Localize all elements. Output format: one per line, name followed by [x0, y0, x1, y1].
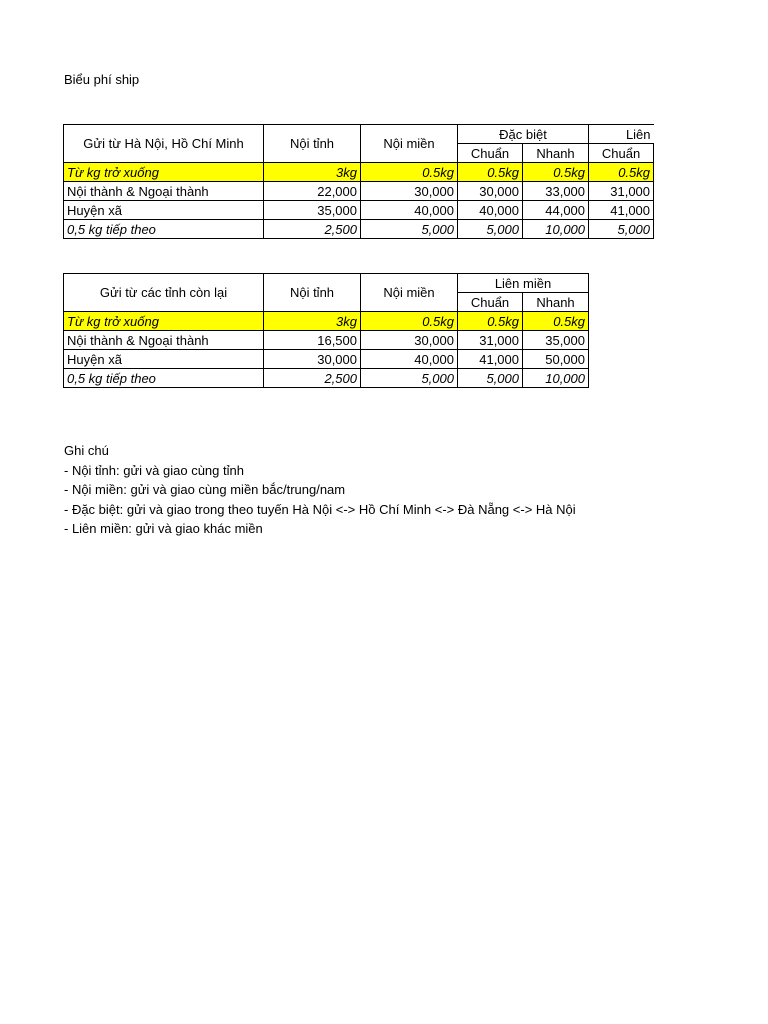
- table-cell: 50,000: [523, 350, 589, 369]
- row-label: Từ kg trở xuống: [64, 163, 264, 182]
- inter-region-group-header: Liên miền: [458, 274, 589, 293]
- row-label: Huyện xã: [64, 350, 264, 369]
- row-label: Từ kg trở xuống: [64, 312, 264, 331]
- special-standard-header: Chuẩn: [458, 144, 523, 163]
- table-cell: 5,000: [458, 369, 523, 388]
- table-cell: 30,000: [361, 182, 458, 201]
- note-line: - Liên miền: gửi và giao khác miền: [64, 521, 263, 536]
- inter-region-express-header: Nhanh: [523, 293, 589, 312]
- table-cell: 0.5kg: [361, 312, 458, 331]
- table-cell: 10,000: [523, 369, 589, 388]
- table-cell: 30,000: [458, 182, 523, 201]
- intra-province-header: Nội tỉnh: [264, 274, 361, 312]
- table-cell: 30,000: [264, 350, 361, 369]
- table-cell: 3kg: [264, 163, 361, 182]
- table-cell: 33,000: [523, 182, 589, 201]
- intra-region-header: Nội miền: [361, 274, 458, 312]
- table-row: [64, 220, 654, 239]
- shipping-fee-table-other-provinces: [63, 273, 589, 388]
- intra-region-header: Nội miền: [361, 125, 458, 163]
- notes-heading: Ghi chú: [64, 443, 109, 458]
- table-cell: 41,000: [589, 201, 654, 220]
- table-cell: 10,000: [523, 220, 589, 239]
- table-cell: 22,000: [264, 182, 361, 201]
- inter-region-group-header: Liên: [589, 125, 654, 144]
- note-line: - Nội tỉnh: gửi và giao cùng tỉnh: [64, 462, 244, 478]
- table-cell: 5,000: [361, 369, 458, 388]
- origin-header: Gửi từ Hà Nội, Hồ Chí Minh: [64, 125, 264, 163]
- table-cell: 2,500: [264, 369, 361, 388]
- table-cell: 5,000: [589, 220, 654, 239]
- special-group-header: Đặc biệt: [458, 125, 589, 144]
- table-cell: 40,000: [361, 201, 458, 220]
- table-cell: 40,000: [458, 201, 523, 220]
- table-cell: 0.5kg: [361, 163, 458, 182]
- table-cell: 40,000: [361, 350, 458, 369]
- table-cell: 0.5kg: [589, 163, 654, 182]
- row-label: 0,5 kg tiếp theo: [64, 369, 264, 388]
- row-label: 0,5 kg tiếp theo: [64, 220, 264, 239]
- table-cell: 5,000: [361, 220, 458, 239]
- table-row: [64, 312, 589, 331]
- table-cell: 31,000: [589, 182, 654, 201]
- note-line: - Nội miền: gửi và giao cùng miền bắc/trung/nam: [64, 482, 346, 497]
- origin-header: Gửi từ các tỉnh còn lại: [64, 274, 264, 312]
- table-cell: 35,000: [523, 331, 589, 350]
- row-label: Nội thành & Ngoại thành: [64, 182, 264, 201]
- shipping-fee-table-hanoi-hcm: [63, 124, 654, 239]
- table-cell: 31,000: [458, 331, 523, 350]
- table-row: [64, 369, 589, 388]
- table-row: [64, 350, 589, 369]
- table-cell: 0.5kg: [458, 163, 523, 182]
- table-cell: 41,000: [458, 350, 523, 369]
- table-cell: 0.5kg: [458, 312, 523, 331]
- table-row: [64, 201, 654, 220]
- inter-region-standard-header: Chuẩn: [589, 144, 654, 163]
- table-row: [64, 182, 654, 201]
- table-cell: 3kg: [264, 312, 361, 331]
- table-cell: 30,000: [361, 331, 458, 350]
- table-cell: 0.5kg: [523, 312, 589, 331]
- table-cell: 35,000: [264, 201, 361, 220]
- table-cell: 0.5kg: [523, 163, 589, 182]
- row-label: Nội thành & Ngoại thành: [64, 331, 264, 350]
- table-cell: 5,000: [458, 220, 523, 239]
- page-title: Biểu phí ship: [64, 72, 140, 87]
- special-express-header: Nhanh: [523, 144, 589, 163]
- row-label: Huyện xã: [64, 201, 264, 220]
- inter-region-standard-header: Chuẩn: [458, 293, 523, 312]
- table-cell: 16,500: [264, 331, 361, 350]
- note-line: - Đặc biệt: gửi và giao trong theo tuyến Hà Nội <-> Hồ Chí Minh <-> Đà Nẵng <-> Hà Nội: [64, 501, 576, 517]
- notes-section: [64, 441, 576, 539]
- table-row: [64, 163, 654, 182]
- table-cell: 2,500: [264, 220, 361, 239]
- table-row: [64, 331, 589, 350]
- intra-province-header: Nội tỉnh: [264, 125, 361, 163]
- table-cell: 44,000: [523, 201, 589, 220]
